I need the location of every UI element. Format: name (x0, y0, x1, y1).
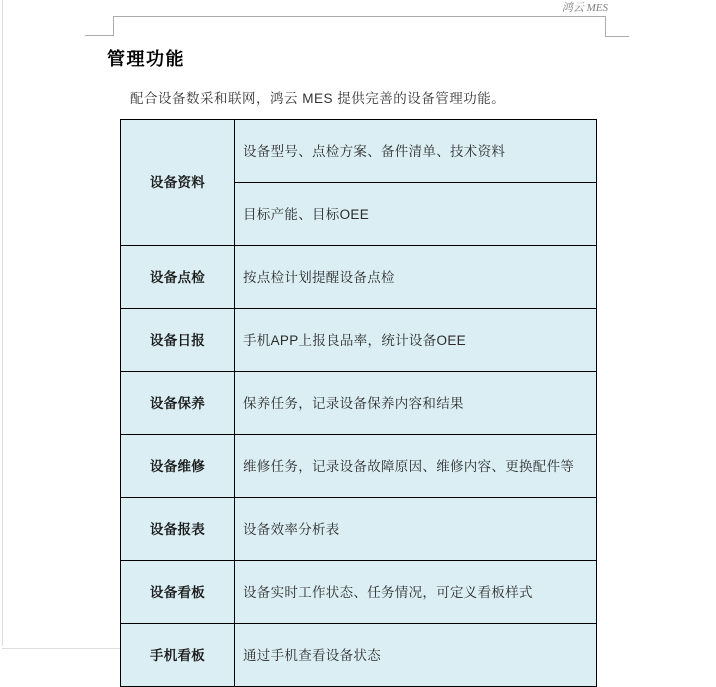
row-detail-cell: 通过手机查看设备状态 (235, 624, 597, 687)
row-label-cell: 设备维修 (121, 435, 235, 498)
row-detail-cell: 设备效率分析表 (235, 498, 597, 561)
row-detail-cell: 目标产能、目标OEE (235, 183, 597, 246)
table-row (121, 309, 597, 372)
row-label-cell: 设备日报 (121, 309, 235, 372)
row-label-cell: 设备点检 (121, 246, 235, 309)
header-boundary-right-corner-horizontal (605, 36, 629, 37)
header-boundary-left-corner-horizontal (85, 35, 114, 36)
row-label-cell: 设备看板 (121, 561, 235, 624)
table-row (121, 498, 597, 561)
row-detail-cell: 按点检计划提醒设备点检 (235, 246, 597, 309)
row-label-cell: 设备报表 (121, 498, 235, 561)
device-functions-table (120, 119, 597, 687)
row-detail-cell: 保养任务，记录设备保养内容和结果 (235, 372, 597, 435)
page-header-text: 鸿云 MES (561, 2, 608, 14)
table-row (121, 561, 597, 624)
table-row (121, 246, 597, 309)
table-row (121, 624, 597, 687)
page-title: 管理功能 (107, 49, 185, 69)
page-left-edge-line (2, 0, 3, 646)
table-row (121, 435, 597, 498)
intro-paragraph: 配合设备数采和联网，鸿云 MES 提供完善的设备管理功能。 (130, 91, 506, 106)
header-boundary-line (113, 16, 605, 17)
row-detail-cell: 设备型号、点检方案、备件清单、技术资料 (235, 120, 597, 183)
page-bottom-edge-line (2, 648, 121, 649)
row-detail-cell: 手机APP上报良品率，统计设备OEE (235, 309, 597, 372)
header-boundary-right-corner-vertical (605, 16, 606, 37)
row-detail-cell: 设备实时工作状态、任务情况，可定义看板样式 (235, 561, 597, 624)
table-row (121, 372, 597, 435)
row-detail-cell: 维修任务，记录设备故障原因、维修内容、更换配件等 (235, 435, 597, 498)
table-row (121, 120, 597, 183)
row-label-cell: 设备保养 (121, 372, 235, 435)
row-label-cell: 设备资料 (121, 120, 235, 246)
row-label-cell: 手机看板 (121, 624, 235, 687)
header-boundary-left-corner-vertical (113, 16, 114, 36)
